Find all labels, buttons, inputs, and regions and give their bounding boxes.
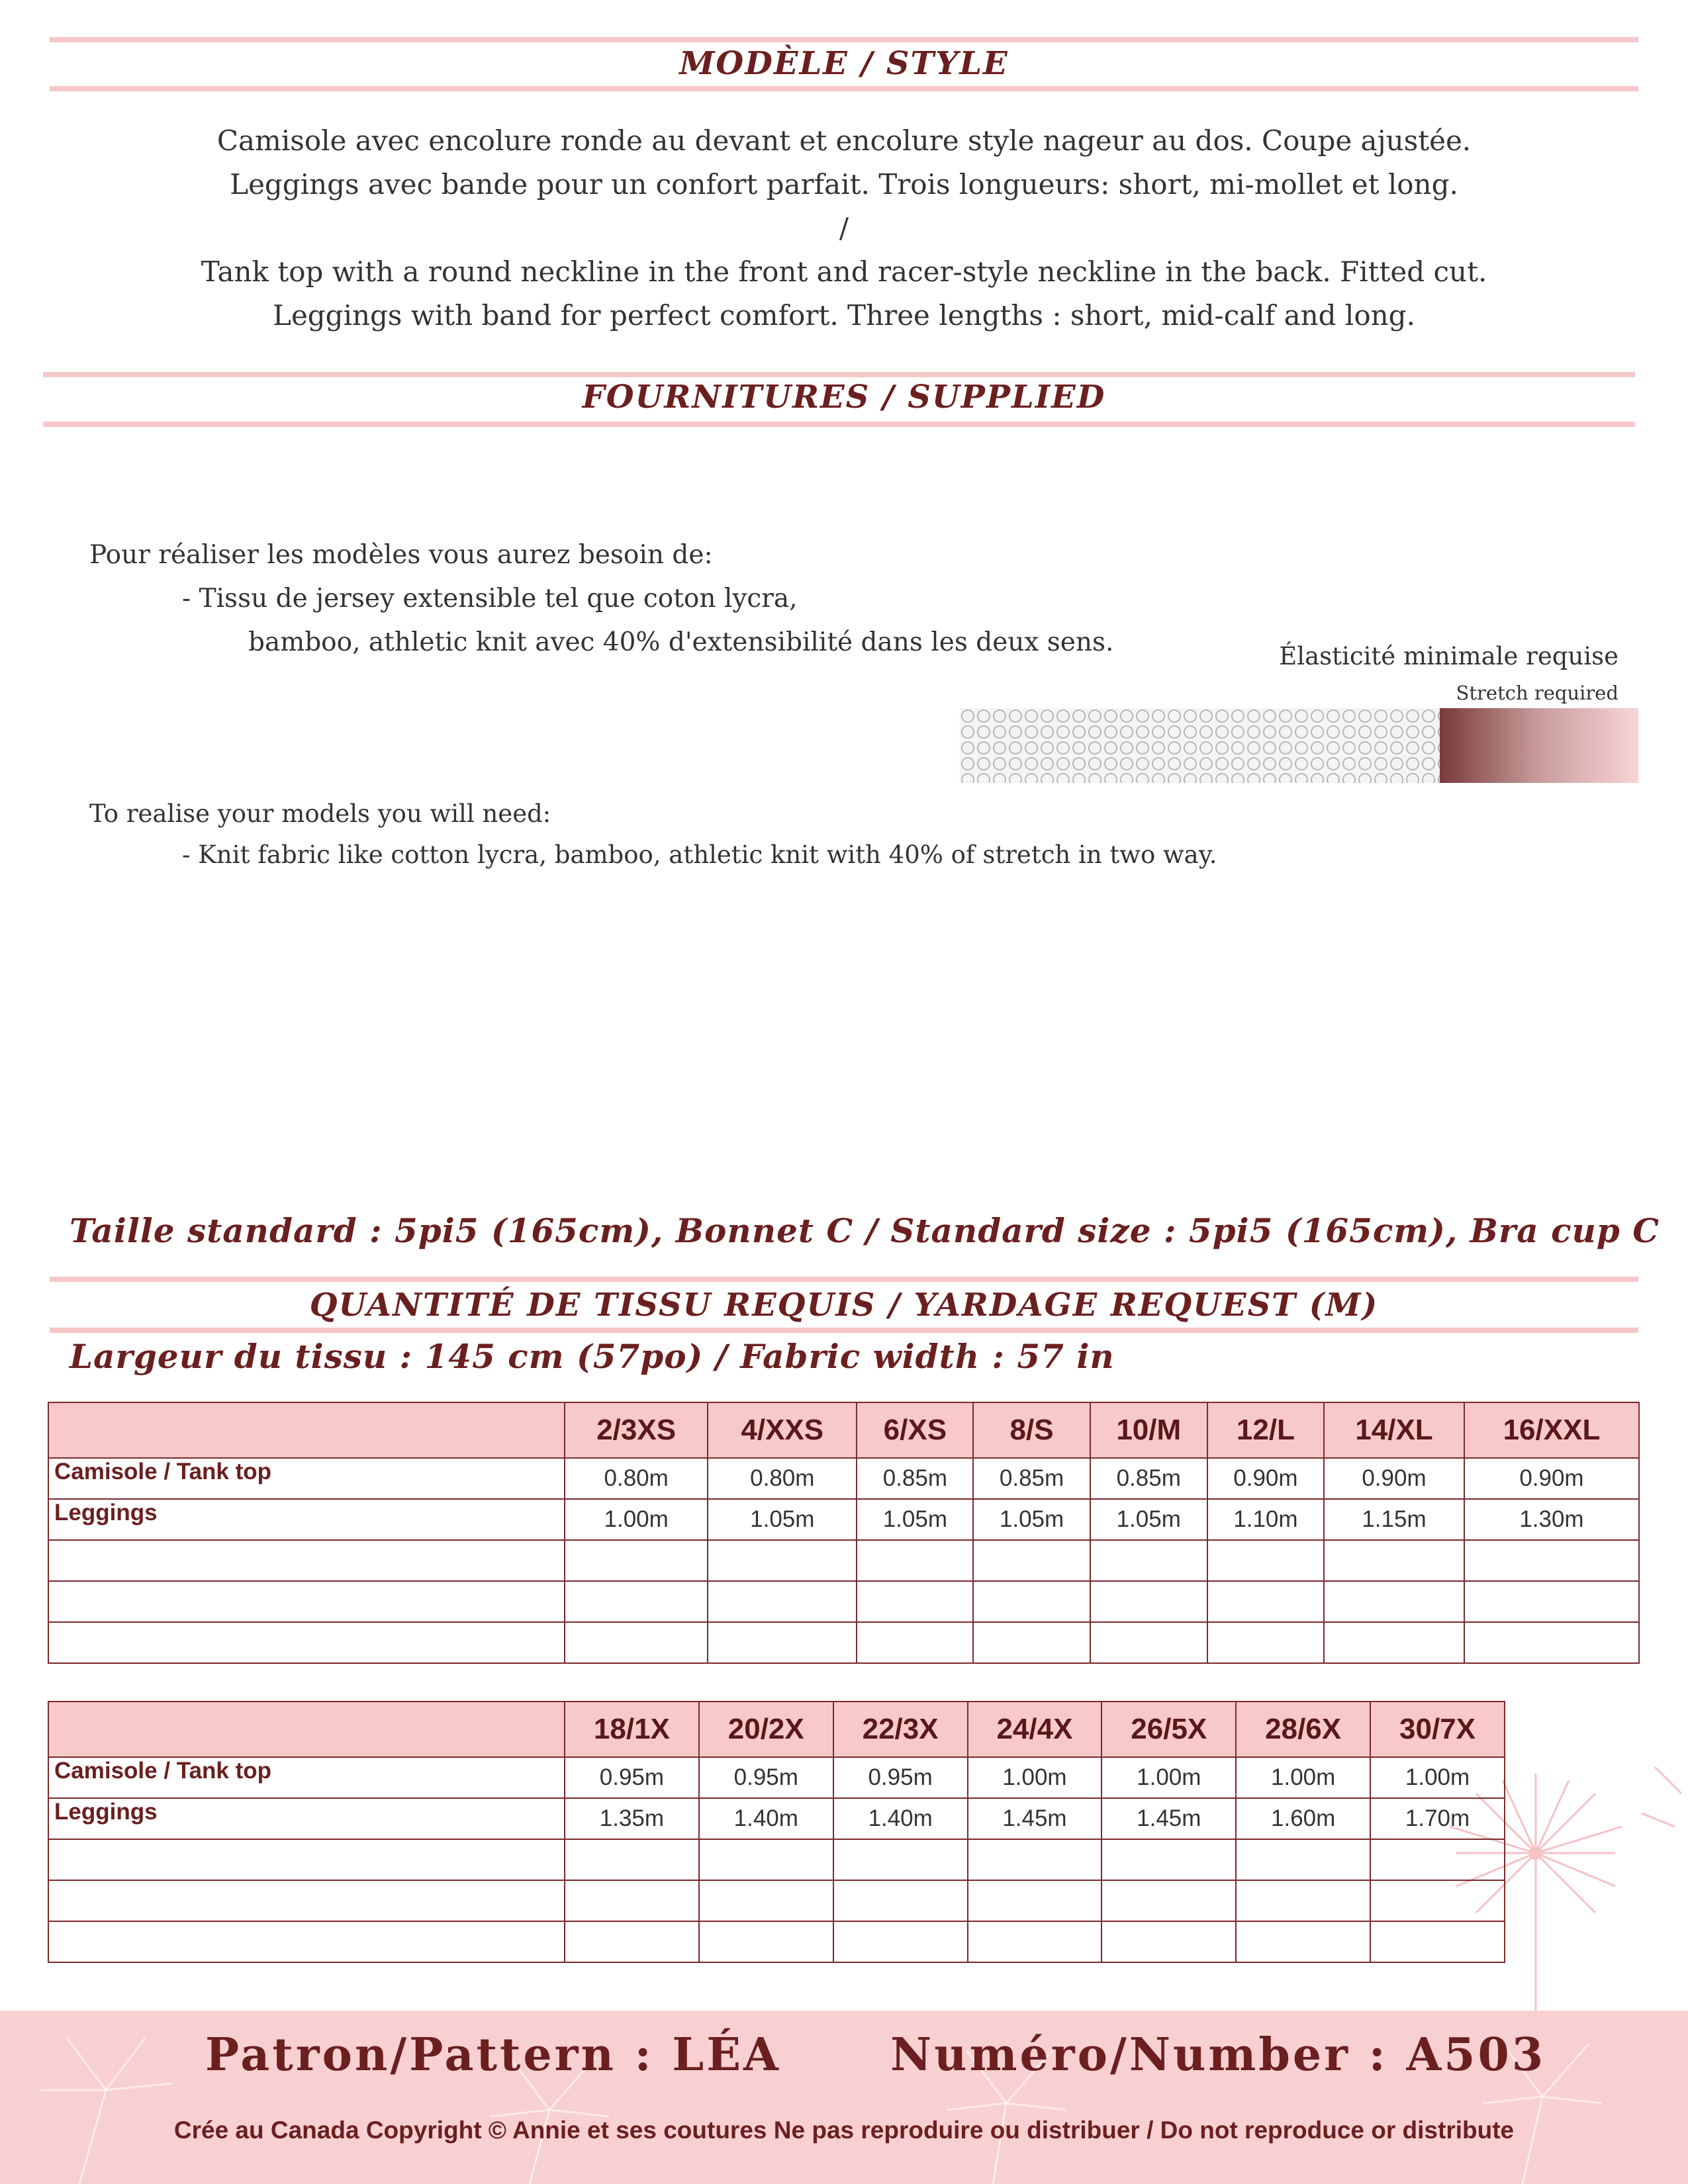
- row-label: Leggings: [48, 1499, 565, 1540]
- empty-cell: [1102, 1880, 1236, 1921]
- empty-cell: [565, 1540, 708, 1581]
- empty-cell: [1236, 1921, 1370, 1962]
- size-header: 10/M: [1090, 1402, 1207, 1458]
- empty-cell: [565, 1880, 699, 1921]
- empty-cell: [1236, 1839, 1370, 1880]
- table-header-row: [48, 1702, 1505, 1757]
- empty-cell: [48, 1921, 565, 1962]
- size-header: 22/3X: [833, 1702, 968, 1757]
- fabric-width: Largeur du tissu : 145 cm (57po) / Fabric width : 57 in: [70, 1337, 1115, 1376]
- empty-cell: [833, 1880, 968, 1921]
- empty-cell: [1207, 1581, 1324, 1622]
- empty-cell: [1324, 1581, 1464, 1622]
- table-cell: 1.45m: [1102, 1798, 1236, 1839]
- empty-cell: [1324, 1622, 1464, 1663]
- style-line-2: Leggings avec bande pour un confort parfait. Trois longueurs: short, mi-mollet et long.: [230, 168, 1458, 201]
- table-cell: 1.05m: [1090, 1499, 1207, 1540]
- copyright-notice: Crée au Canada Copyright © Annie et ses coutures Ne pas reproduire ou distribuer / Do not reproduce or distribute: [173, 2116, 1515, 2144]
- empty-cell: [1370, 1921, 1505, 1962]
- stretch-gauge: [960, 708, 1638, 783]
- table-row-empty: [48, 1880, 1505, 1921]
- empty-cell: [973, 1581, 1090, 1622]
- empty-cell: [1090, 1622, 1207, 1663]
- supplies-fr-item-2: bamboo, athletic knit avec 40% d'extensibilité dans les deux sens.: [248, 627, 1114, 657]
- table-cell: 0.95m: [565, 1757, 699, 1798]
- row-label: Leggings: [48, 1798, 565, 1839]
- table-cell: 1.70m: [1370, 1798, 1505, 1839]
- style-line-1: Camisole avec encolure ronde au devant et encolure style nageur au dos. Coupe ajustée.: [216, 124, 1472, 157]
- empty-cell: [1207, 1622, 1324, 1663]
- supplies-en-intro: To realise your models you will need:: [89, 799, 551, 828]
- supplies-rule-2: [43, 422, 1635, 427]
- empty-cell: [1324, 1540, 1464, 1581]
- table-row-empty: [48, 1921, 1505, 1962]
- style-line-3: /: [839, 212, 849, 244]
- size-header: 28/6X: [1236, 1702, 1370, 1757]
- size-header: 30/7X: [1370, 1702, 1505, 1757]
- table-row: [48, 1798, 1505, 1839]
- yardage-rule-1: [50, 1277, 1638, 1282]
- table-cell: 1.00m: [968, 1757, 1102, 1798]
- row-label: Camisole / Tank top: [48, 1757, 565, 1798]
- table-cell: 1.15m: [1324, 1499, 1464, 1540]
- empty-cell: [708, 1581, 857, 1622]
- table-cell: 0.90m: [1324, 1458, 1464, 1499]
- supplies-fr-intro: Pour réaliser les modèles vous aurez besoin de:: [89, 540, 713, 570]
- empty-cell: [1207, 1540, 1324, 1581]
- empty-cell: [48, 1581, 565, 1622]
- empty-cell: [1464, 1540, 1639, 1581]
- empty-cell: [699, 1921, 833, 1962]
- empty-cell: [708, 1622, 857, 1663]
- empty-cell: [565, 1581, 708, 1622]
- size-header: 4/XXS: [708, 1402, 857, 1458]
- table-cell: 1.00m: [1102, 1757, 1236, 1798]
- empty-cell: [1102, 1839, 1236, 1880]
- size-header: 18/1X: [565, 1702, 699, 1757]
- yardage-table-2: [48, 1701, 1505, 1963]
- table-cell: 0.85m: [1090, 1458, 1207, 1499]
- header-blank-cell: [48, 1402, 565, 1458]
- top-rule-1: [50, 37, 1638, 42]
- table-cell: 1.35m: [565, 1798, 699, 1839]
- empty-cell: [48, 1540, 565, 1581]
- style-title: MODÈLE / STYLE: [679, 45, 1009, 82]
- stretch-gradient-bar: [1440, 708, 1638, 783]
- table-header-row: [48, 1402, 1639, 1458]
- style-description: [0, 119, 1688, 338]
- empty-cell: [968, 1880, 1102, 1921]
- table-cell: 0.90m: [1464, 1458, 1639, 1499]
- size-header: 26/5X: [1102, 1702, 1236, 1757]
- table-cell: 1.05m: [857, 1499, 973, 1540]
- table-row: [48, 1499, 1639, 1540]
- top-rule-2: [50, 86, 1638, 91]
- table-cell: 1.45m: [968, 1798, 1102, 1839]
- empty-cell: [857, 1540, 973, 1581]
- table-cell: 1.40m: [833, 1798, 968, 1839]
- style-line-5: Leggings with band for perfect comfort. Three lengths : short, mid-calf and long.: [273, 299, 1415, 332]
- empty-cell: [1102, 1921, 1236, 1962]
- empty-cell: [48, 1622, 565, 1663]
- supplies-rule-1: [43, 372, 1635, 377]
- stretch-label-en: Stretch required: [1456, 682, 1618, 704]
- empty-cell: [1090, 1540, 1207, 1581]
- table-cell: 0.90m: [1207, 1458, 1324, 1499]
- table-row: [48, 1757, 1505, 1798]
- size-header: 14/XL: [1324, 1402, 1464, 1458]
- size-header: 20/2X: [699, 1702, 833, 1757]
- stretch-label-fr: Élasticité minimale requise: [1279, 642, 1618, 670]
- empty-cell: [48, 1880, 565, 1921]
- pattern-number: Numéro/Number : A503: [890, 2028, 1546, 2081]
- empty-cell: [699, 1839, 833, 1880]
- empty-cell: [973, 1540, 1090, 1581]
- table-cell: 0.95m: [833, 1757, 968, 1798]
- table-row-empty: [48, 1540, 1639, 1581]
- table-row-empty: [48, 1839, 1505, 1880]
- size-header: 16/XXL: [1464, 1402, 1639, 1458]
- table-cell: 0.80m: [708, 1458, 857, 1499]
- style-line-4: Tank top with a round neckline in the front and racer-style neckline in the back. Fitted cut.: [201, 255, 1487, 288]
- table-cell: 1.60m: [1236, 1798, 1370, 1839]
- table-cell: 1.00m: [1236, 1757, 1370, 1798]
- size-header: 8/S: [973, 1402, 1090, 1458]
- size-header: 12/L: [1207, 1402, 1324, 1458]
- pattern-name: Patron/Pattern : LÉA: [205, 2028, 781, 2081]
- empty-cell: [833, 1921, 968, 1962]
- size-header: 2/3XS: [565, 1402, 708, 1458]
- table-cell: 0.85m: [857, 1458, 973, 1499]
- standard-size: Taille standard : 5pi5 (165cm), Bonnet C / Standard size : 5pi5 (165cm), Bra cup C: [70, 1211, 1660, 1250]
- empty-cell: [973, 1622, 1090, 1663]
- empty-cell: [857, 1581, 973, 1622]
- empty-cell: [1370, 1839, 1505, 1880]
- empty-cell: [1090, 1581, 1207, 1622]
- table-cell: 1.40m: [699, 1798, 833, 1839]
- table-cell: 0.85m: [973, 1458, 1090, 1499]
- table-cell: 1.05m: [973, 1499, 1090, 1540]
- empty-cell: [699, 1880, 833, 1921]
- table-cell: 0.80m: [565, 1458, 708, 1499]
- table-cell: 1.00m: [1370, 1757, 1505, 1798]
- header-blank-cell: [48, 1702, 565, 1757]
- empty-cell: [857, 1622, 973, 1663]
- table-cell: 1.00m: [565, 1499, 708, 1540]
- empty-cell: [565, 1921, 699, 1962]
- empty-cell: [833, 1839, 968, 1880]
- table-cell: 1.05m: [708, 1499, 857, 1540]
- empty-cell: [48, 1839, 565, 1880]
- empty-cell: [968, 1839, 1102, 1880]
- empty-cell: [1464, 1622, 1639, 1663]
- table-row-empty: [48, 1622, 1639, 1663]
- size-header: 6/XS: [857, 1402, 973, 1458]
- supplies-title: FOURNITURES / SUPPLIED: [582, 379, 1106, 416]
- supplies-en-item: - Knit fabric like cotton lycra, bamboo, athletic knit with 40% of stretch in two way.: [182, 841, 1217, 869]
- yardage-rule-2: [50, 1328, 1638, 1333]
- empty-cell: [565, 1622, 708, 1663]
- empty-cell: [708, 1540, 857, 1581]
- empty-cell: [565, 1839, 699, 1880]
- empty-cell: [1370, 1880, 1505, 1921]
- supplies-fr-item-1: - Tissu de jersey extensible tel que coton lycra,: [182, 584, 798, 614]
- table-row-empty: [48, 1581, 1639, 1622]
- empty-cell: [968, 1921, 1102, 1962]
- row-label: Camisole / Tank top: [48, 1458, 565, 1499]
- table-cell: 1.10m: [1207, 1499, 1324, 1540]
- table-row: [48, 1458, 1639, 1499]
- size-header: 24/4X: [968, 1702, 1102, 1757]
- table-cell: 0.95m: [699, 1757, 833, 1798]
- stretch-fabric-swatch: [960, 708, 1440, 783]
- yardage-title: QUANTITÉ DE TISSU REQUIS / YARDAGE REQUEST (M): [309, 1287, 1379, 1324]
- table-cell: 1.30m: [1464, 1499, 1639, 1540]
- empty-cell: [1236, 1880, 1370, 1921]
- empty-cell: [1464, 1581, 1639, 1622]
- yardage-table-1: [48, 1402, 1640, 1664]
